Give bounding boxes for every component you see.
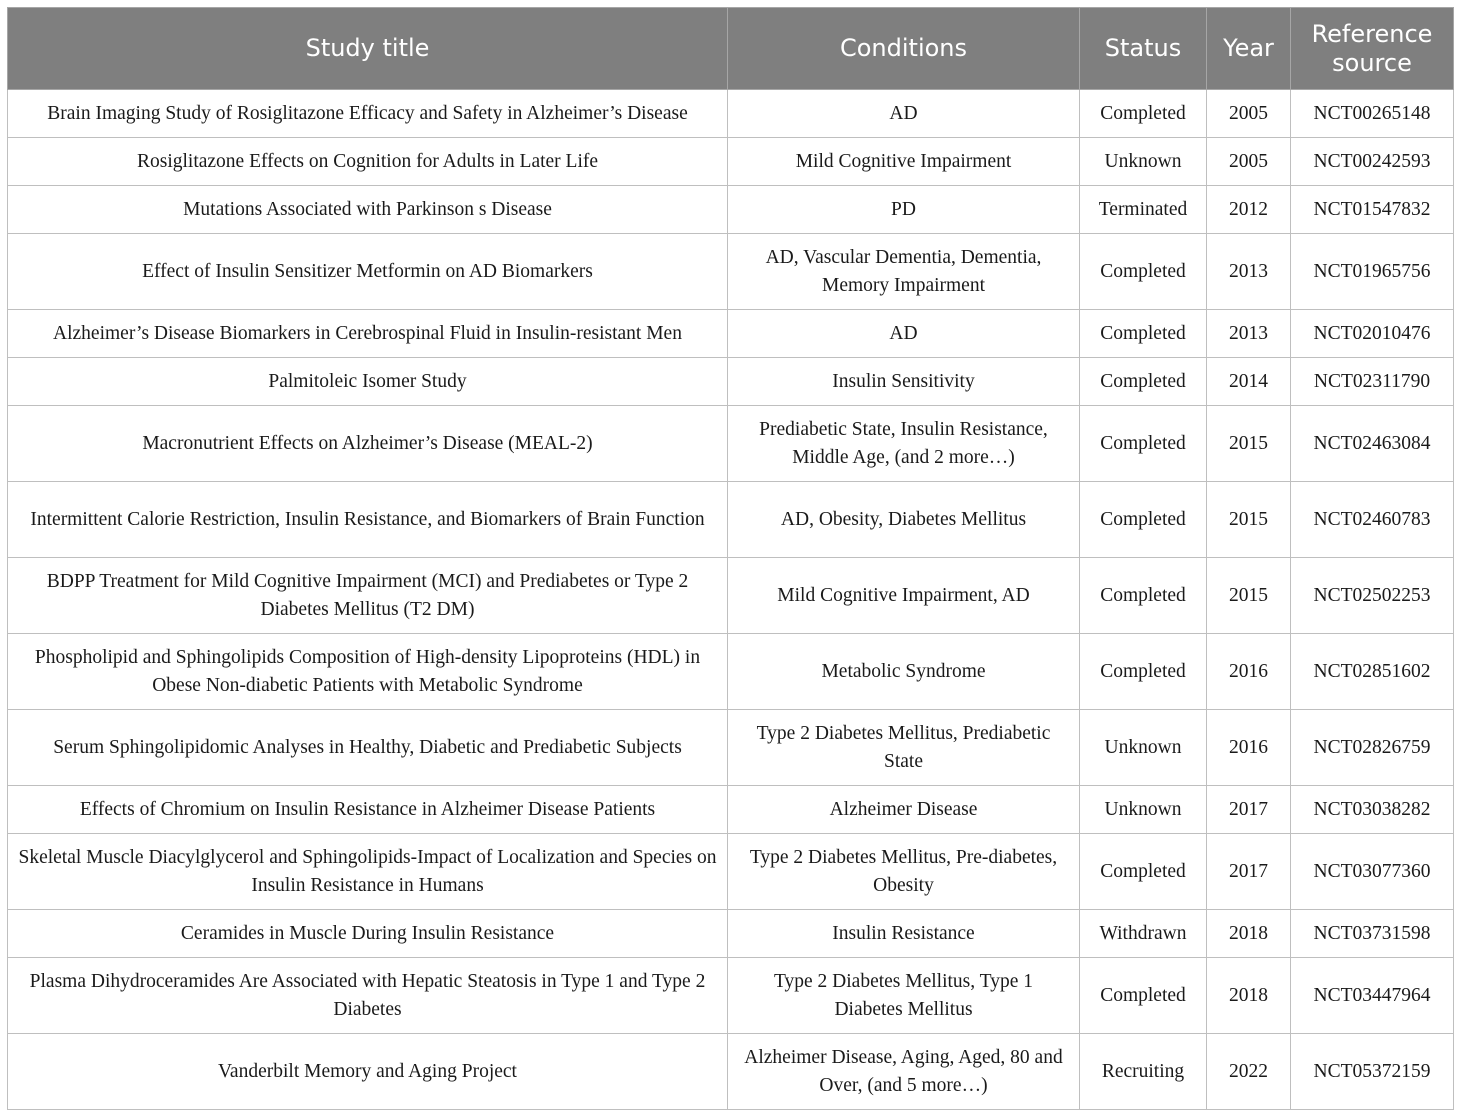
cell-year: 2013 [1207,310,1291,358]
cell-reference-source: NCT02460783 [1291,482,1454,558]
cell-study-title: Effects of Chromium on Insulin Resistance in Alzheimer Disease Patients [8,786,728,834]
cell-year: 2015 [1207,406,1291,482]
cell-study-title: Phospholipid and Sphingolipids Composition of High-density Lipoproteins (HDL) in Obese Non-diabetic Patients with Metabolic Syndrome [8,634,728,710]
cell-conditions: AD, Vascular Dementia, Dementia, Memory Impairment [728,234,1080,310]
cell-status: Terminated [1080,186,1207,234]
cell-year: 2018 [1207,958,1291,1034]
header-year: Year [1207,8,1291,90]
cell-reference-source: NCT03038282 [1291,786,1454,834]
cell-reference-source: NCT02826759 [1291,710,1454,786]
cell-conditions: AD, Obesity, Diabetes Mellitus [728,482,1080,558]
cell-study-title: Rosiglitazone Effects on Cognition for Adults in Later Life [8,138,728,186]
table-row [8,310,1454,358]
cell-status: Completed [1080,834,1207,910]
cell-study-title: Intermittent Calorie Restriction, Insulin Resistance, and Biomarkers of Brain Function [8,482,728,558]
cell-year: 2017 [1207,786,1291,834]
table-row [8,710,1454,786]
cell-status: Completed [1080,634,1207,710]
cell-status: Unknown [1080,710,1207,786]
cell-study-title: Palmitoleic Isomer Study [8,358,728,406]
cell-study-title: Macronutrient Effects on Alzheimer’s Disease (MEAL-2) [8,406,728,482]
cell-reference-source: NCT02851602 [1291,634,1454,710]
table-row [8,834,1454,910]
cell-conditions: Alzheimer Disease [728,786,1080,834]
table-row [8,558,1454,634]
table-header [8,8,1454,90]
cell-status: Completed [1080,958,1207,1034]
table-row [8,138,1454,186]
cell-reference-source: NCT03077360 [1291,834,1454,910]
cell-conditions: Prediabetic State, Insulin Resistance, Middle Age, (and 2 more…) [728,406,1080,482]
cell-reference-source: NCT03447964 [1291,958,1454,1034]
cell-study-title: BDPP Treatment for Mild Cognitive Impairment (MCI) and Prediabetes or Type 2 Diabetes Mellitus (T2 DM) [8,558,728,634]
cell-study-title: Mutations Associated with Parkinson s Disease [8,186,728,234]
cell-conditions: PD [728,186,1080,234]
cell-status: Recruiting [1080,1034,1207,1110]
cell-study-title: Alzheimer’s Disease Biomarkers in Cerebrospinal Fluid in Insulin-resistant Men [8,310,728,358]
table-row [8,910,1454,958]
cell-reference-source: NCT01547832 [1291,186,1454,234]
cell-conditions: Mild Cognitive Impairment [728,138,1080,186]
cell-conditions: Type 2 Diabetes Mellitus, Pre-diabetes, Obesity [728,834,1080,910]
cell-status: Completed [1080,358,1207,406]
cell-reference-source: NCT00242593 [1291,138,1454,186]
cell-study-title: Serum Sphingolipidomic Analyses in Healthy, Diabetic and Prediabetic Subjects [8,710,728,786]
cell-year: 2015 [1207,558,1291,634]
cell-study-title: Skeletal Muscle Diacylglycerol and Sphingolipids-Impact of Localization and Species on Insulin Resistance in Humans [8,834,728,910]
cell-reference-source: NCT00265148 [1291,90,1454,138]
cell-year: 2015 [1207,482,1291,558]
header-row [8,8,1454,90]
cell-conditions: Insulin Sensitivity [728,358,1080,406]
cell-year: 2012 [1207,186,1291,234]
cell-reference-source: NCT03731598 [1291,910,1454,958]
cell-year: 2014 [1207,358,1291,406]
cell-status: Completed [1080,482,1207,558]
cell-year: 2017 [1207,834,1291,910]
table-row [8,358,1454,406]
cell-reference-source: NCT02463084 [1291,406,1454,482]
cell-study-title: Plasma Dihydroceramides Are Associated with Hepatic Steatosis in Type 1 and Type 2 Diabetes [8,958,728,1034]
cell-year: 2016 [1207,710,1291,786]
cell-year: 2022 [1207,1034,1291,1110]
table-row [8,786,1454,834]
cell-year: 2018 [1207,910,1291,958]
cell-conditions: Alzheimer Disease, Aging, Aged, 80 and Over, (and 5 more…) [728,1034,1080,1110]
table-row [8,406,1454,482]
cell-reference-source: NCT02502253 [1291,558,1454,634]
cell-conditions: Type 2 Diabetes Mellitus, Type 1 Diabetes Mellitus [728,958,1080,1034]
header-study-title: Study title [8,8,728,90]
cell-study-title: Effect of Insulin Sensitizer Metformin on AD Biomarkers [8,234,728,310]
table-row [8,90,1454,138]
table-row [8,186,1454,234]
table-row [8,634,1454,710]
cell-year: 2013 [1207,234,1291,310]
header-conditions: Conditions [728,8,1080,90]
cell-conditions: Insulin Resistance [728,910,1080,958]
table-row [8,958,1454,1034]
cell-conditions: AD [728,90,1080,138]
cell-study-title: Vanderbilt Memory and Aging Project [8,1034,728,1110]
table-row [8,1034,1454,1110]
cell-conditions: Type 2 Diabetes Mellitus, Prediabetic State [728,710,1080,786]
studies-table-container [7,7,1453,1110]
cell-study-title: Brain Imaging Study of Rosiglitazone Efficacy and Safety in Alzheimer’s Disease [8,90,728,138]
cell-year: 2005 [1207,138,1291,186]
table-row [8,482,1454,558]
cell-year: 2016 [1207,634,1291,710]
cell-study-title: Ceramides in Muscle During Insulin Resistance [8,910,728,958]
cell-status: Unknown [1080,138,1207,186]
table-row [8,234,1454,310]
cell-status: Completed [1080,90,1207,138]
cell-conditions: Metabolic Syndrome [728,634,1080,710]
cell-status: Completed [1080,558,1207,634]
cell-status: Completed [1080,406,1207,482]
cell-reference-source: NCT02311790 [1291,358,1454,406]
cell-status: Withdrawn [1080,910,1207,958]
header-reference-source: Reference source [1291,8,1454,90]
cell-reference-source: NCT01965756 [1291,234,1454,310]
table-body [8,90,1454,1110]
header-status: Status [1080,8,1207,90]
cell-status: Completed [1080,234,1207,310]
cell-status: Unknown [1080,786,1207,834]
cell-year: 2005 [1207,90,1291,138]
cell-conditions: Mild Cognitive Impairment, AD [728,558,1080,634]
studies-table [7,7,1454,1110]
cell-status: Completed [1080,310,1207,358]
cell-reference-source: NCT05372159 [1291,1034,1454,1110]
cell-reference-source: NCT02010476 [1291,310,1454,358]
cell-conditions: AD [728,310,1080,358]
